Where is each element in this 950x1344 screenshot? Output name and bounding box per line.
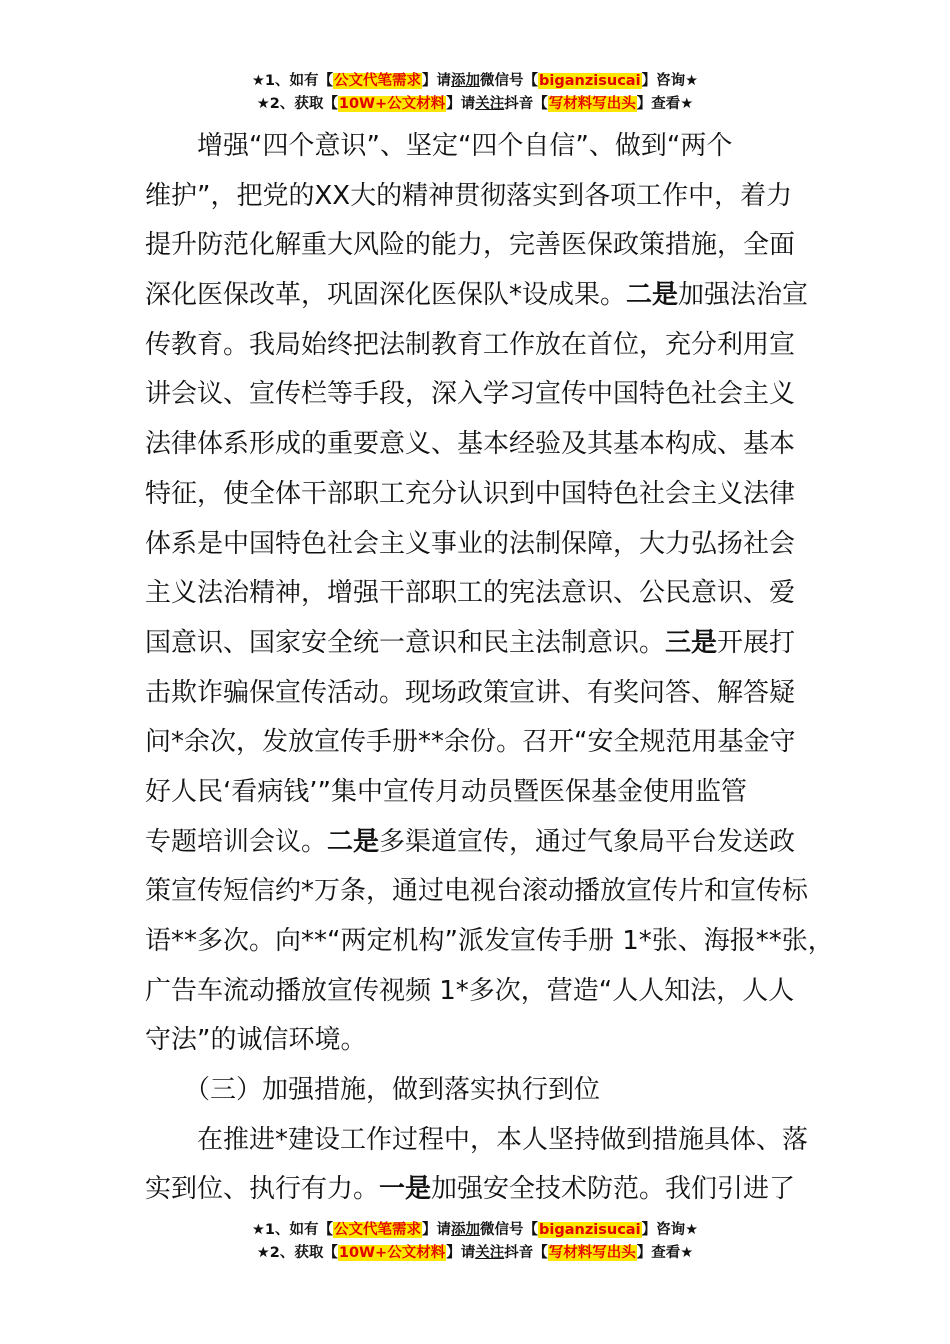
text-line [145, 1116, 835, 1166]
footer-banner [0, 1219, 950, 1265]
text-run: 传教育。我局始终把法制教育工作放在首位，充分利用宣 [145, 329, 796, 360]
banner-underline: 关注 [475, 96, 505, 112]
text-run: 法律体系形成的重要意义、基本经验及其基本构成、基本 [145, 429, 796, 460]
text-run: 提升防范化解重大风险的能力，完善医保政策措施，全面 [145, 230, 796, 261]
text-run: 增强“四个意识”、坚定“四个自信”、做到“两个 [145, 131, 733, 161]
bold-run: 二是 [626, 280, 679, 311]
banner-text: 】咨询★ [641, 1222, 699, 1238]
text-line [145, 1165, 835, 1215]
header-banner [0, 70, 950, 116]
banner-line-1 [0, 1219, 950, 1242]
banner-text: 】请 [422, 1222, 452, 1238]
text-run: 语**多次。向**“两定机构”派发宣传手册 1*张、海报**张， [145, 926, 834, 956]
banner-line-1 [0, 70, 950, 93]
text-line [145, 718, 835, 768]
document-body [145, 122, 835, 1215]
text-line [145, 768, 835, 818]
text-run: 体系是中国特色社会主义事业的法制保障，大力弘扬社会 [145, 528, 796, 559]
text-line [145, 818, 835, 868]
text-line [145, 569, 835, 619]
text-run: 加强安全技术防范。我们引进了 [431, 1174, 796, 1205]
text-line [145, 420, 835, 470]
text-line [145, 867, 835, 917]
text-line [145, 669, 835, 719]
text-run: 维护”，把党的XX大的精神贯彻落实到各项工作中，着力 [145, 180, 793, 211]
banner-text: 】咨询★ [641, 73, 699, 89]
banner-text: ★1、如有【 [251, 73, 334, 89]
banner-highlight: 10W+公文材料 [338, 96, 446, 112]
text-run: 好人民‘看病钱’”集中宣传月动员暨医保基金使用监管 [145, 776, 747, 807]
text-run: 实到位、执行有力。 [145, 1174, 380, 1205]
text-line [145, 1066, 835, 1116]
text-run: （三）加强措施，做到落实执行到位 [145, 1075, 601, 1106]
text-run: 国意识、国家安全统一意识和民主法制意识。 [145, 627, 666, 658]
bold-run: 一是 [379, 1174, 432, 1205]
banner-douyin-id: 写材料写出头 [548, 1245, 636, 1261]
text-run: 在推进*建设工作过程中，本人坚持做到措施具体、落 [145, 1124, 809, 1155]
text-run: 讲会议、宣传栏等手段，深入学习宣传中国特色社会主义 [145, 379, 796, 410]
text-run: 击欺诈骗保宣传活动。现场政策宣讲、有奖问答、解答疑 [145, 677, 796, 708]
text-line [145, 271, 835, 321]
banner-text: 抖音【 [504, 96, 548, 112]
banner-text: 微信号【 [480, 1222, 539, 1238]
banner-text: 】请 [422, 73, 452, 89]
text-run: 问*余次，发放宣传手册**余份。召开“安全规范用基金守 [145, 727, 796, 758]
text-line [145, 172, 835, 222]
banner-text: 】查看★ [636, 1245, 694, 1261]
banner-wechat-id: biganzisucai [539, 1222, 641, 1238]
text-line [145, 1016, 835, 1066]
text-run: 特征，使全体干部职工充分认识到中国特色社会主义法律 [145, 478, 796, 509]
banner-line-2 [0, 93, 950, 116]
banner-douyin-id: 写材料写出头 [548, 96, 636, 112]
banner-text: 微信号【 [480, 73, 539, 89]
banner-underline: 添加 [451, 1222, 481, 1238]
banner-highlight: 公文代笔需求 [334, 73, 422, 89]
banner-highlight: 10W+公文材料 [338, 1245, 446, 1261]
banner-underline: 关注 [475, 1245, 505, 1261]
banner-line-2 [0, 1242, 950, 1265]
text-run: 多渠道宣传，通过气象局平台发送政 [379, 826, 796, 857]
text-run: 深化医保改革，巩固深化医保队*设成果。 [145, 280, 627, 311]
banner-underline: 添加 [451, 73, 481, 89]
banner-text: 】请 [446, 96, 476, 112]
text-line [145, 917, 835, 967]
text-line [145, 520, 835, 570]
banner-text: 抖音【 [504, 1245, 548, 1261]
banner-text: 】查看★ [636, 96, 694, 112]
text-run: 专题培训会议。 [145, 826, 328, 857]
text-line [145, 321, 835, 371]
text-line [145, 619, 835, 669]
text-line [145, 370, 835, 420]
bold-run: 三是 [665, 627, 718, 658]
text-run: 开展打 [717, 627, 796, 658]
banner-text: ★1、如有【 [251, 1222, 334, 1238]
text-run: 主义法治精神，增强干部职工的宪法意识、公民意识、爱 [145, 578, 796, 609]
bold-run: 二是 [327, 826, 380, 857]
text-line [145, 221, 835, 271]
banner-highlight: 公文代笔需求 [334, 1222, 422, 1238]
text-line [145, 967, 835, 1017]
banner-wechat-id: biganzisucai [539, 73, 641, 89]
text-line [145, 122, 835, 172]
text-run: 广告车流动播放宣传视频 1*多次，营造“人人知法，人人 [145, 975, 795, 1006]
banner-text: ★2、获取【 [256, 96, 338, 112]
text-run: 策宣传短信约*万条，通过电视台滚动播放宣传片和宣传标 [145, 876, 809, 907]
text-line [145, 470, 835, 520]
text-run: 加强法治宣 [678, 280, 809, 311]
banner-text: ★2、获取【 [256, 1245, 338, 1261]
banner-text: 】请 [446, 1245, 476, 1261]
text-run: 守法”的诚信环境。 [145, 1025, 367, 1056]
